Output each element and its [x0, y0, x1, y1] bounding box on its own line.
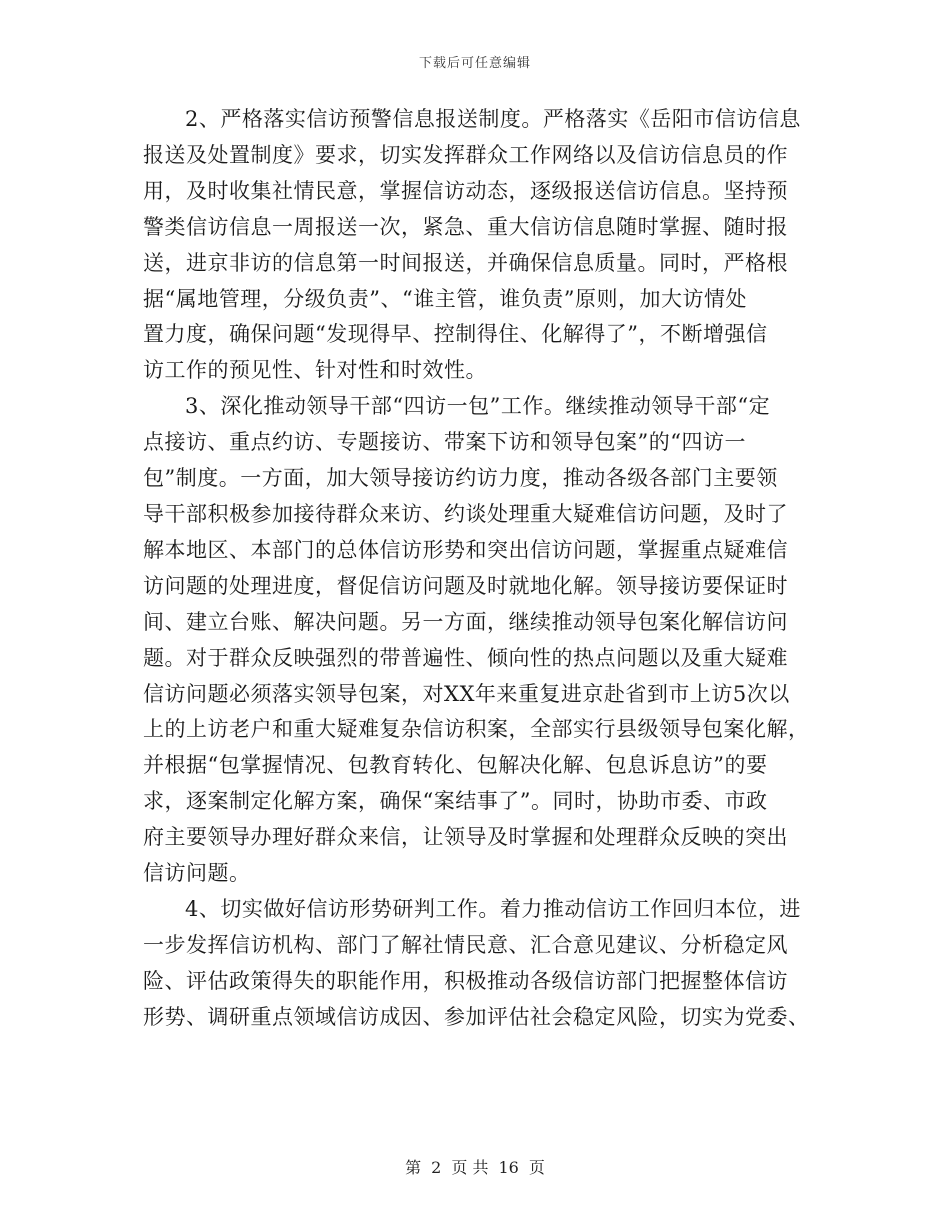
paragraph-4	[143, 892, 810, 1036]
page-header: 下载后可任意编辑	[418, 56, 531, 71]
text-line: 送，进京非访的信息第一时间报送，并确保信息质量。同时，严格根	[143, 250, 788, 275]
paragraph-2	[143, 102, 803, 389]
text-line: 报送及处置制度》要求，切实发挥群众工作网络以及信访信息员的作	[143, 142, 788, 167]
text-line: 题。对于群众反映强烈的带普遍性、倾向性的热点问题以及重大疑难	[143, 645, 788, 670]
text-line: 信访问题必须落实领导包案，对XX年来重复进京赴省到市上访5次以	[143, 681, 790, 706]
total-page-count: 16	[498, 1158, 519, 1177]
page-footer	[0, 1155, 950, 1178]
text-line: 形势、调研重点领域信访成因、参加评估社会稳定风险，切实为党委、	[143, 1004, 810, 1029]
text-line: 包”制度。一方面，加大领导接访约访力度，推动各级各部门主要领	[143, 466, 778, 491]
current-page-number: 2	[431, 1158, 442, 1177]
footer-suffix: 页	[528, 1158, 545, 1177]
paragraph-3	[143, 389, 810, 892]
text-line: 访问题的处理进度，督促信访问题及时就地化解。领导接访要保证时	[143, 573, 788, 598]
text-line: 信访问题。	[143, 861, 251, 886]
text-line: 点接访、重点约访、专题接访、带案下访和领导包案”的“四访一	[143, 430, 746, 455]
text-line: 警类信访信息一周报送一次，紧急、重大信访信息随时掌握、随时报	[143, 214, 788, 239]
footer-prefix: 第	[405, 1158, 422, 1177]
text-line: 上的上访老户和重大疑难复杂信访积案，全部实行县级领导包案化解，	[143, 717, 810, 742]
text-line: 并根据“包掌握情况、包教育转化、包解决化解、包息诉息访”的要	[143, 753, 768, 778]
footer-middle: 页 共	[451, 1158, 489, 1177]
text-line: 一步发挥信访机构、部门了解社情民意、汇合意见建议、分析稳定风	[143, 932, 788, 957]
text-line: 间、建立台账、解决问题。另一方面，继续推动领导包案化解信访问	[143, 609, 788, 634]
text-line: 求，逐案制定化解方案，确保“案结事了”。同时，协助市委、市政	[143, 789, 768, 814]
text-line: 4、切实做好信访形势研判工作。着力推动信访工作回归本位，进	[185, 896, 801, 921]
text-line: 3、深化推动领导干部“四访一包”工作。继续推动领导干部“定	[185, 394, 771, 419]
text-line: 据“属地管理，分级负责”、“谁主管，谁负责”原则，加大访情处	[143, 286, 747, 311]
text-line: 府主要领导办理好群众来信，让领导及时掌握和处理群众反映的突出	[143, 825, 788, 850]
text-line: 用，及时收集社情民意，掌握信访动态，逐级报送信访信息。坚持预	[143, 178, 788, 203]
text-line: 2、严格落实信访预警信息报送制度。严格落实《岳阳市信访信息	[185, 107, 801, 131]
text-line: 访工作的预见性、针对性和时效性。	[143, 358, 487, 383]
text-line: 置力度，确保问题“发现得早、控制得住、化解得了”，不断增强信	[143, 322, 768, 347]
text-line: 险、评估政策得失的职能作用，积极推动各级信访部门把握整体信访	[143, 968, 788, 993]
document-body	[143, 102, 810, 1036]
text-line: 导干部积极参加接待群众来访、约谈处理重大疑难信访问题，及时了	[143, 501, 788, 526]
text-line: 解本地区、本部门的总体信访形势和突出信访问题，掌握重点疑难信	[143, 537, 788, 562]
